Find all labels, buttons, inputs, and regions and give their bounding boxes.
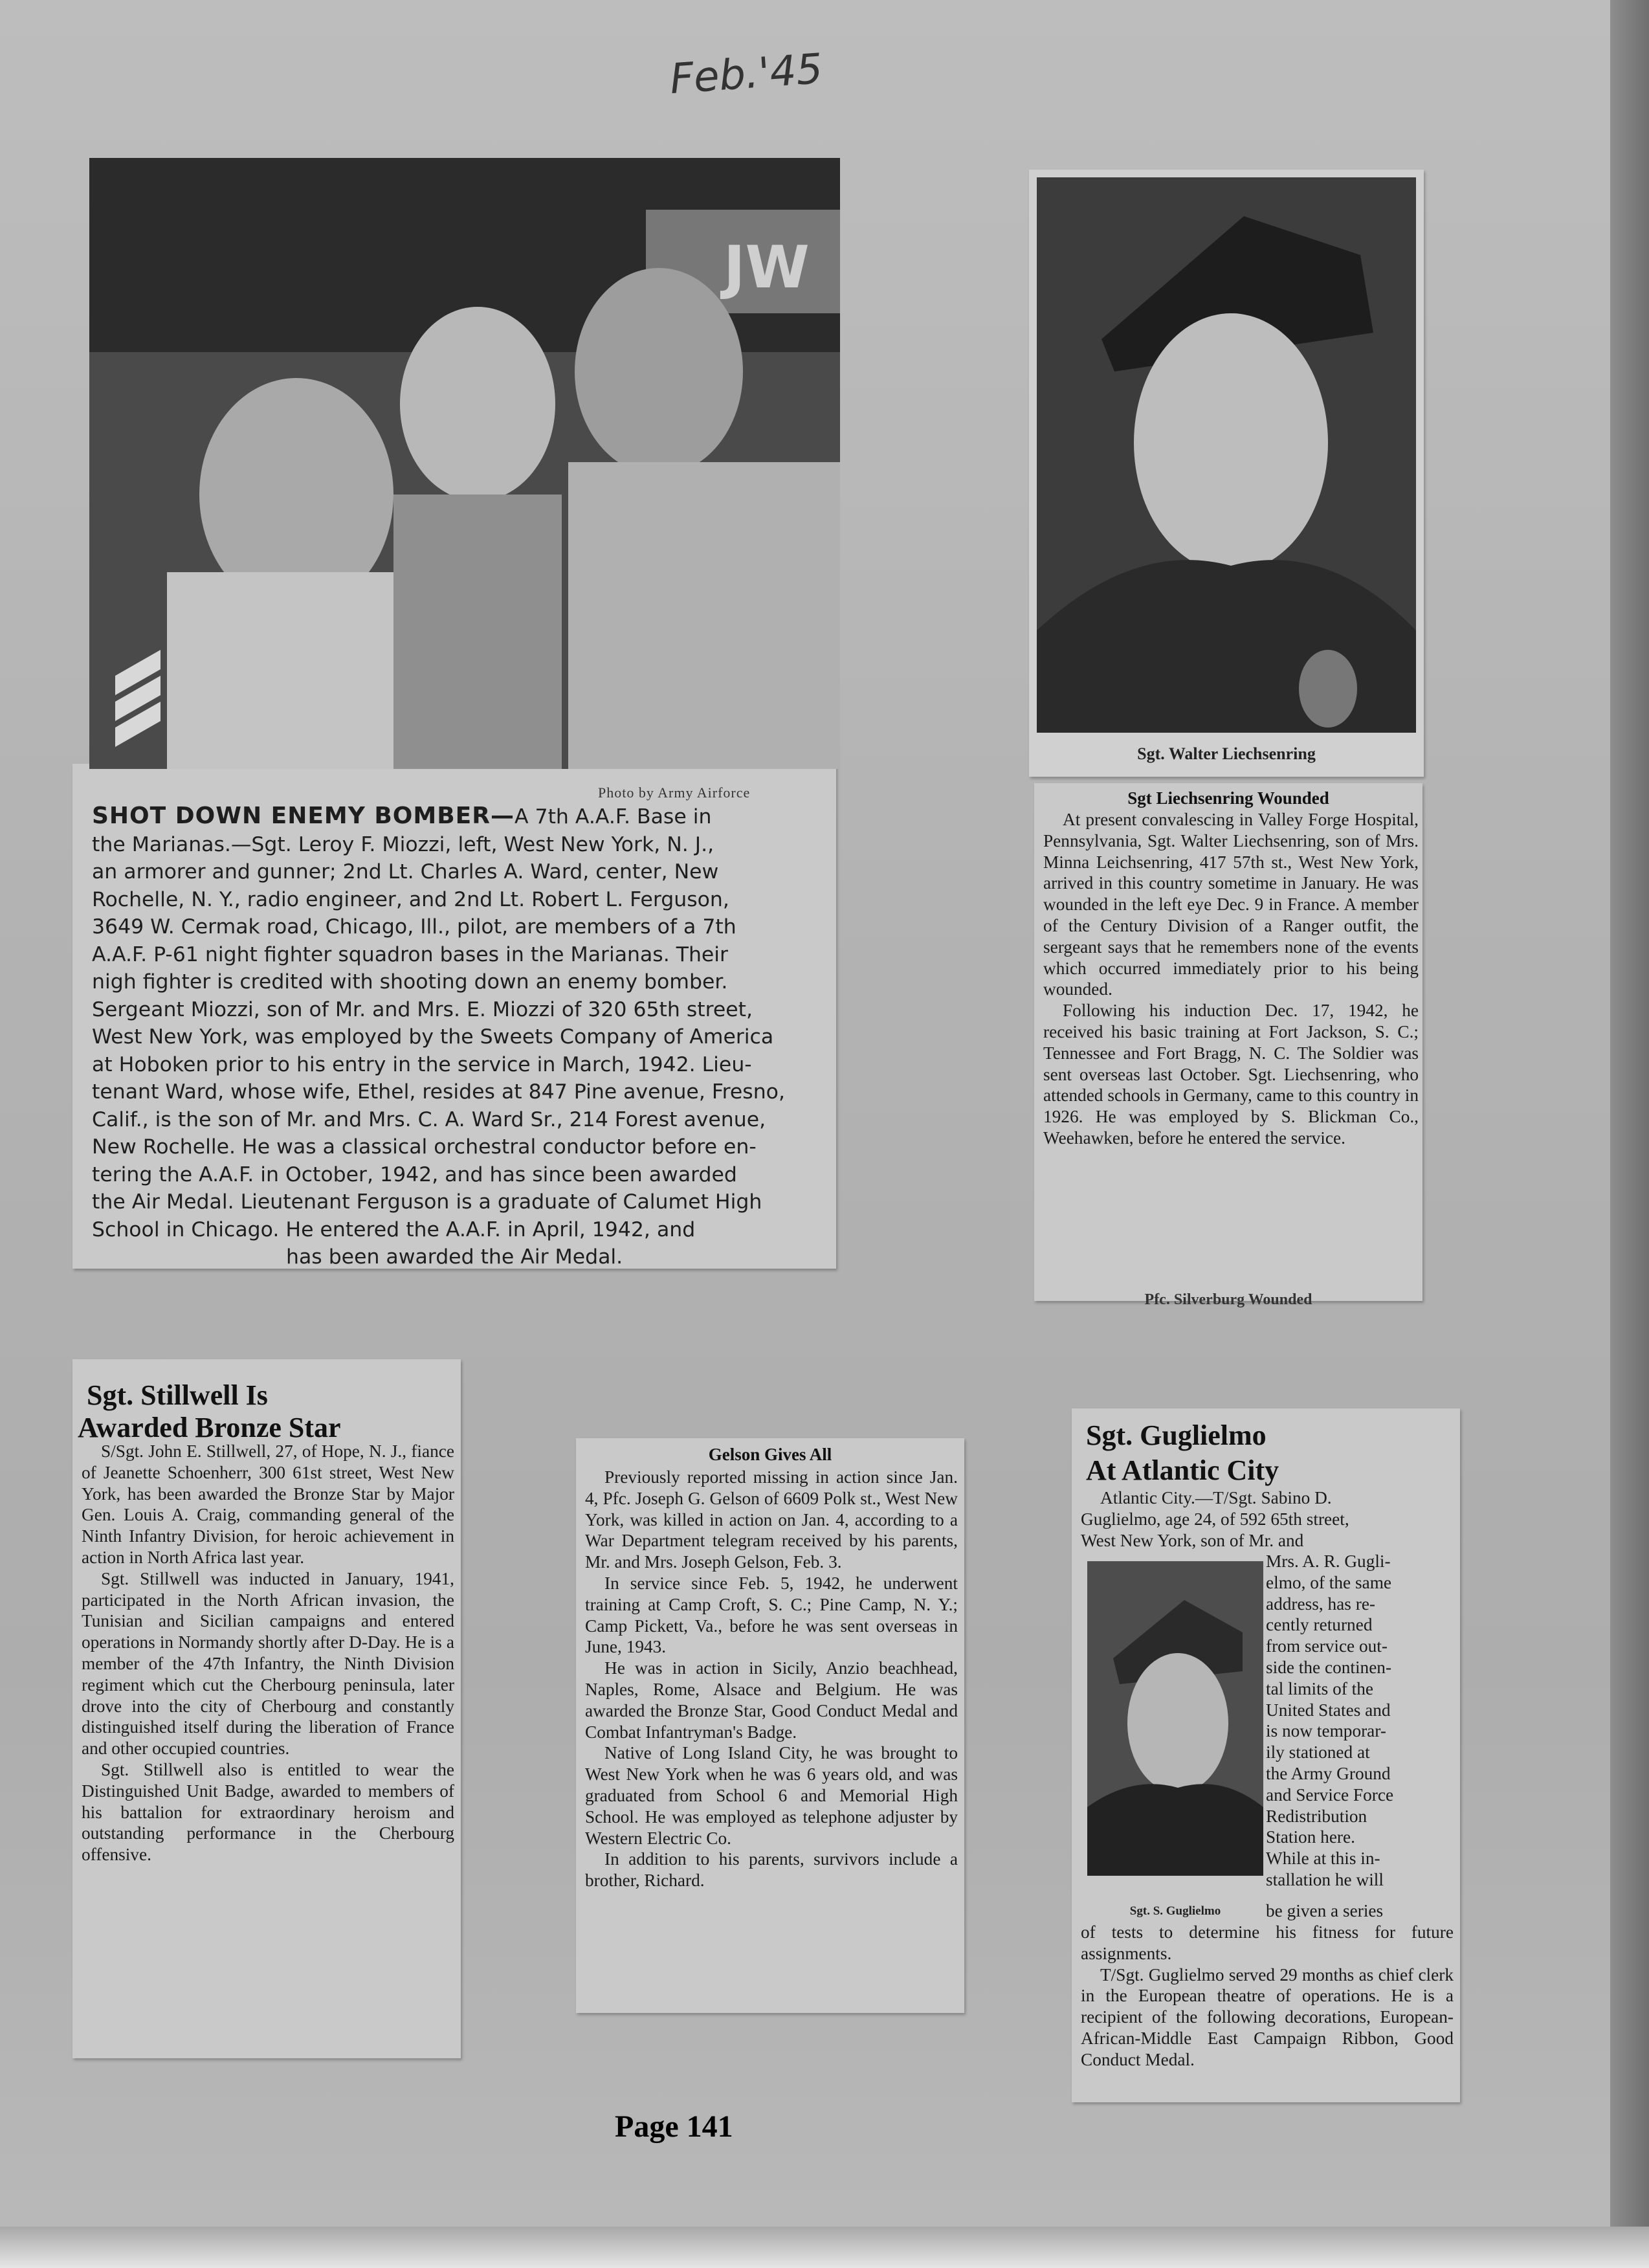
paragraph: Sgt. Stillwell was inducted in January, 1941, participated in the North African invasion, the Tunisian and Sicilian campaigns and entered operations in Normandy shortly after D-Day. He is a member of the 47th Infantry, the Ninth Division regiment which cut the Cherbourg peninsula, later drove into the city of Cherbourg and constantly distinguished itself during the liberation of France and other occupied countries. bbox=[82, 1568, 454, 1759]
text-line: ily stationed at bbox=[1266, 1742, 1370, 1762]
text-line: the Army Ground bbox=[1266, 1763, 1391, 1783]
liechsenring-portrait bbox=[1037, 177, 1416, 733]
text-line: United States and bbox=[1266, 1700, 1391, 1720]
guglielmo-headline-2: At Atlantic City bbox=[1086, 1454, 1279, 1486]
paragraph: Following his induction Dec. 17, 1942, he received his basic training at Fort Jackson, S. C.; Tennessee and Fort Bragg, N. C. The Soldier was sent overseas last October. Sgt. Liechsenring, who attended schools in Germany, came to this country in 1926. He was employed by S. Blickman Co., Weehawken, before he entered the service. bbox=[1043, 1001, 1419, 1148]
clipping-gelson bbox=[576, 1438, 964, 2013]
paragraph: Sgt. Stillwell also is entitled to wear the Distinguished Unit Badge, awarded to members of his battalion for extraordinary heroism and outstanding performance in the Cherbourg offensive. bbox=[82, 1759, 454, 1865]
caption-line: A 7th A.A.F. Base in bbox=[514, 805, 712, 828]
paragraph: Previously reported missing in action since Jan. 4, Pfc. Joseph G. Gelson of 6609 Polk st., West New York, was killed in action on Jan. 4, according to a War Department telegram received by his parents, Mr. and Mrs. Joseph Gelson, Feb. 3. bbox=[585, 1467, 958, 1572]
caption-line: Rochelle, N. Y., radio engineer, and 2nd Lt. Robert L. Ferguson, bbox=[92, 887, 729, 911]
text-line: Mrs. A. R. Gugli- bbox=[1266, 1551, 1391, 1571]
text-line: Guglielmo, age 24, of 592 65th street, bbox=[1081, 1509, 1349, 1529]
caption-line: A.A.F. P-61 night fighter squadron bases in the Marianas. Their bbox=[92, 942, 729, 966]
clipping-liechsenring-story bbox=[1034, 783, 1422, 1308]
text-line: stallation he will bbox=[1266, 1869, 1384, 1889]
handwritten-date: Feb.'45 bbox=[668, 45, 825, 104]
guglielmo-bottom-text bbox=[1081, 1922, 1454, 2071]
page-bottom-edge bbox=[0, 2227, 1649, 2268]
paragraph: of tests to determine his fitness for future assignments. bbox=[1081, 1922, 1454, 1963]
caption-line: the Marianas.—Sgt. Leroy F. Miozzi, left, West New York, N. J., bbox=[92, 832, 714, 856]
text-line: is now temporar- bbox=[1266, 1721, 1386, 1741]
stillwell-headline-1: Sgt. Stillwell Is bbox=[87, 1379, 268, 1411]
paragraph: In service since Feb. 5, 1942, he underwent training at Camp Croft, S. C.; Pine Camp, N. Y.; Camp Pickett, Va., before he was sent overseas in June, 1943. bbox=[585, 1573, 958, 1657]
paragraph: T/Sgt. Guglielmo served 29 months as chief clerk in the European theatre of operations. He is a recipient of the following decorations, European-African-Middle East Campaign Ribbon, Good Conduct Medal. bbox=[1081, 1964, 1454, 2069]
caption-line: tering the A.A.F. in October, 1942, and has since been awarded bbox=[92, 1162, 737, 1186]
paragraph: He was in action in Sicily, Anzio beachhead, Naples, Rome, Alsace and Belgium. He was awarded the Bronze Star, Good Conduct Medal and Combat Infantryman's Badge. bbox=[585, 1658, 958, 1742]
text-line: from service out- bbox=[1266, 1636, 1388, 1656]
photo-credit: Photo by Army Airforce bbox=[598, 784, 751, 801]
stillwell-body bbox=[82, 1441, 454, 1865]
page-edge bbox=[1610, 0, 1649, 2268]
text-line: and Service Force bbox=[1266, 1784, 1394, 1805]
text-line: cently returned bbox=[1266, 1615, 1373, 1635]
caption-line: New Rochelle. He was a classical orchestral conductor before en- bbox=[92, 1135, 757, 1159]
text-line: West New York, son of Mr. and bbox=[1081, 1530, 1304, 1550]
text-line: Station here. bbox=[1266, 1827, 1355, 1847]
text-line: Redistribution bbox=[1266, 1806, 1367, 1826]
liechsenring-photo-caption: Sgt. Walter Liechsenring bbox=[1137, 744, 1316, 763]
text-line: Atlantic City.—T/Sgt. Sabino D. bbox=[1100, 1488, 1332, 1507]
guglielmo-top-text bbox=[1081, 1487, 1454, 1551]
guglielmo-caption-line-rest: be given a series bbox=[1266, 1901, 1384, 1920]
caption-line: West New York, was employed by the Sweets Company of America bbox=[92, 1025, 774, 1049]
liechsenring-body bbox=[1043, 809, 1419, 1149]
clipping-guglielmo bbox=[1072, 1408, 1460, 2102]
text-line: While at this in- bbox=[1266, 1849, 1380, 1869]
caption-line: tenant Ward, whose wife, Ethel, resides at 847 Pine avenue, Fresno, bbox=[92, 1080, 785, 1104]
text-line: elmo, of the same bbox=[1266, 1572, 1392, 1592]
caption-line: Sergeant Miozzi, son of Mr. and Mrs. E. Miozzi of 320 65th street, bbox=[92, 997, 753, 1021]
caption-line: nigh fighter is credited with shooting down an enemy bomber. bbox=[92, 970, 728, 994]
gelson-headline: Gelson Gives All bbox=[708, 1445, 832, 1464]
caption-line: School in Chicago. He entered the A.A.F. in April, 1942, and bbox=[92, 1217, 696, 1241]
guglielmo-photo-caption: Sgt. S. Guglielmo bbox=[1129, 1904, 1221, 1918]
bomber-crew-photo bbox=[89, 158, 840, 769]
caption-line: 3649 W. Cermak road, Chicago, Ill., pilot, are members of a 7th bbox=[92, 915, 736, 939]
text-line: address, has re- bbox=[1266, 1594, 1376, 1614]
clipping-bomber bbox=[72, 764, 836, 1269]
caption-line: has been awarded the Air Medal. bbox=[286, 1245, 623, 1269]
stillwell-headline-2: Awarded Bronze Star bbox=[78, 1412, 341, 1443]
guglielmo-side-text bbox=[1266, 1551, 1454, 1891]
clipping-stillwell bbox=[72, 1359, 461, 2058]
clipping-liechsenring-photo bbox=[1029, 170, 1424, 777]
caption-line: Calif., is the son of Mr. and Mrs. C. A. Ward Sr., 214 Forest avenue, bbox=[92, 1107, 766, 1131]
page-number: Page 141 bbox=[615, 2109, 733, 2144]
caption-line: the Air Medal. Lieutenant Ferguson is a graduate of Calumet High bbox=[92, 1190, 762, 1214]
gelson-body bbox=[585, 1467, 958, 1891]
text-line: side the continen- bbox=[1266, 1657, 1392, 1677]
liechsenring-headline: Sgt Liechsenring Wounded bbox=[1127, 788, 1329, 808]
paragraph: Native of Long Island City, he was brought to West New York when he was 6 years old, and was graduated from School 6 and Memorial High School. He was employed as telephone adjuster by Western Electric Co. bbox=[585, 1743, 958, 1848]
paragraph: S/Sgt. John E. Stillwell, 27, of Hope, N. J., fiance of Jeanette Schoenherr, 300 61st street, West New York, has been awarded the Bronze Star by Major Gen. Louis A. Craig, commanding general of the Ninth Infantry Division, for heroic achievement in action in North Africa last year. bbox=[82, 1441, 454, 1567]
bomber-caption bbox=[92, 803, 823, 1271]
bomber-headline: SHOT DOWN ENEMY BOMBER— bbox=[92, 803, 515, 829]
caption-line: at Hoboken prior to his entry in the service in March, 1942. Lieu- bbox=[92, 1052, 752, 1076]
paragraph: In addition to his parents, survivors include a brother, Richard. bbox=[585, 1849, 958, 1891]
caption-line: an armorer and gunner; 2nd Lt. Charles A. Ward, center, New bbox=[92, 860, 719, 884]
cut-off-line: Pfc. Silverburg Wounded bbox=[1144, 1291, 1312, 1308]
paragraph: At present convalescing in Valley Forge Hospital, Pennsylvania, Sgt. Walter Liechsenring, son of Mrs. Minna Leichsenring, 417 57th st., West New York, arrived in this country sometime in January. He was wounded in the left eye Dec. 9 in France. A member of the Century Division of a Ranger outfit, the sergeant says that he remembers none of the events which occurred immediately prior to his being wounded. bbox=[1043, 810, 1419, 999]
svg-text:JW: JW bbox=[724, 234, 810, 302]
text-line: tal limits of the bbox=[1266, 1678, 1374, 1698]
guglielmo-portrait bbox=[1087, 1561, 1263, 1876]
guglielmo-headline-1: Sgt. Guglielmo bbox=[1086, 1419, 1267, 1451]
